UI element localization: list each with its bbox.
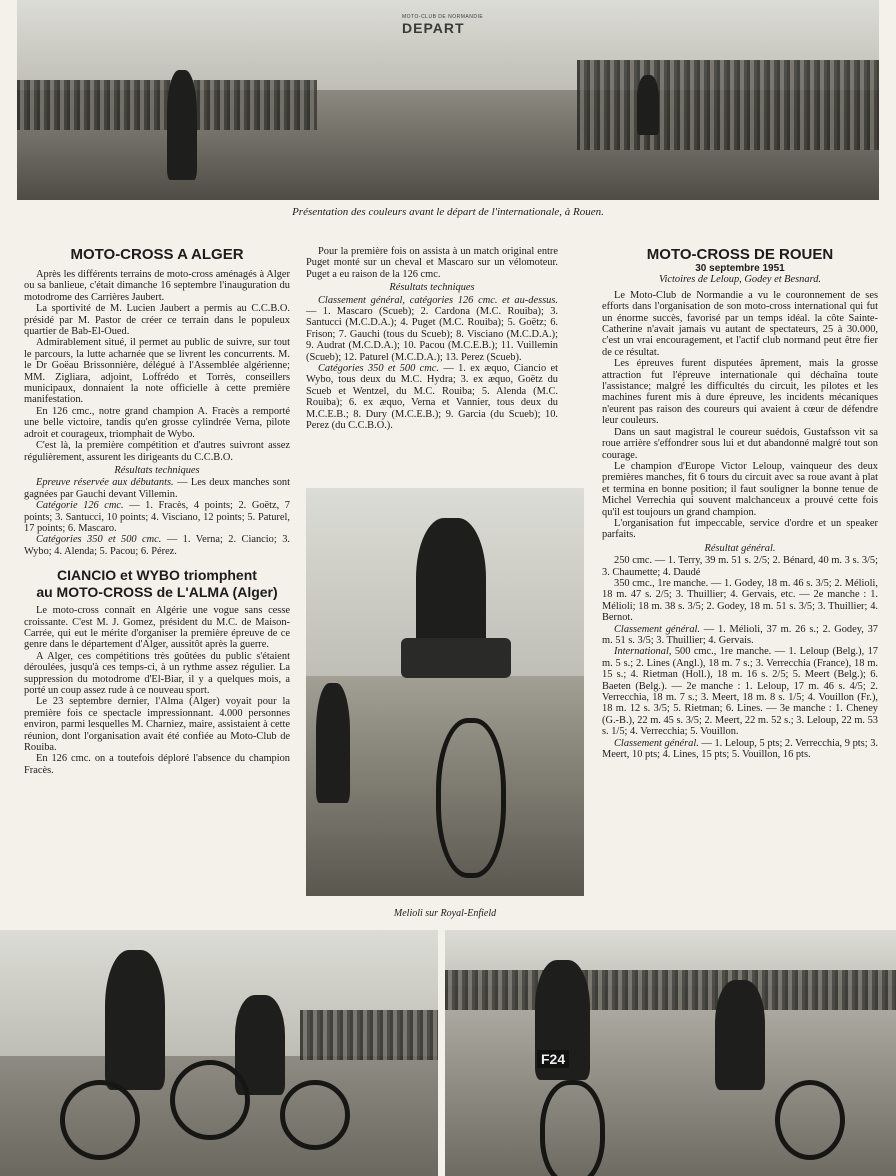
race-number-plate: F24	[537, 1050, 569, 1068]
article-alma-continued	[306, 246, 558, 432]
result-label: Catégorie 126 cmc.	[36, 500, 124, 512]
result-text: — Les deux manches sont gagnées par Gauchi devant Villemin.	[24, 477, 290, 500]
result-text: 500 cmc., 1re manche. — 1. Leloup (Belg.), 17 m. 5 s.; 2. Lines (Angl.), 18 m. 7 s.; 3. Verrecchia (France), 18 m. 15 s.; 4. Rietman (Holl.), 18 m. 16 s. 2/5; 5. Meert (Belg.); 6. Baeten (Belg.). — 2e manche : 1. Leloup, 17 m. 46 s. 4/5; 2. Verrecchia, 18 m. 7 s.; 3. Meert, 18 m. 8 s. 1/5; 4. Vouillon (Fr.), 18 m. 12 s. 3/5; 5. Rietman; 6. Lines. — 3e manche : 1. Cheney (G.-B.), 22 m. 45 s. 3/5; 2. Meert, 22 m. 52 s.; 3. Leloup, 22 m. 53 s. 1/5; 4. Verrecchia; 5. Vouillon.	[602, 646, 878, 738]
result-label: International,	[614, 646, 672, 658]
top-photo	[17, 0, 879, 200]
bottom-right-photo	[445, 930, 896, 1176]
paragraph: En 126 cmc., notre grand champion A. Fracès a remporté une belle victoire, tandis qu'en grosse cylindrée Verna, pilote adroit et courageux, triomphait de Wybo.	[24, 405, 290, 440]
result-label: Classement général.	[614, 737, 699, 749]
paragraph: Les épreuves furent disputées âprement, mais la grosse attraction fut l'épreuve internationale qui déchaîna toute l'assistance; malgré les difficultés du circuit, les pilotes et les machines furent mis à dure épreuve, les incidents mécaniques n'eurent pas raison des coureurs qui avaient à cœur de défendre leur couleurs.	[602, 358, 878, 427]
headline-alma-1: CIANCIO et WYBO triomphent	[57, 567, 257, 584]
headline-alger: MOTO-CROSS A ALGER	[70, 246, 244, 263]
paragraph: Le Moto-Club de Normandie a vu le couronnement de ses efforts dans l'organisation de son moto-cross international qui fut un énorme succès, favorisé par un temps idéal. la côte Sainte-Catherine n'avait jamais vu autant de spectateurs, 25 à 30.000, c'est un vrai encouragement, et l'actif club normand peut être fier de ce résultat.	[602, 289, 878, 358]
paragraph: La sportivité de M. Lucien Jaubert a permis au C.C.B.O. présidé par M. Pastor de créer ce terrain dans le populeux quartier de Bab-El-Oued.	[24, 303, 290, 338]
result-label: Catégories 350 et 500 cmc.	[318, 363, 439, 375]
headline-alma-2: au MOTO-CROSS de L'ALMA (Alger)	[36, 584, 278, 601]
results-heading: Résultats techniques	[389, 282, 475, 294]
result-label: Classement général, catégories 126 cmc. et au-dessus.	[318, 294, 558, 306]
melioli-photo	[306, 488, 584, 896]
melioli-photo-caption: Melioli sur Royal-Enfield	[393, 908, 497, 919]
article-rouen	[602, 246, 878, 760]
paragraph: Le moto-cross connaît en Algérie une vogue sans cesse croissante. C'est M. J. Gomez, président du M.C. de Maison-Carrée, qui eut le mérite d'organiser la première épreuve de ce genre dans le département d'Alger, aussitôt après la guerre.	[24, 605, 290, 651]
results-heading: Résultats techniques	[114, 464, 200, 476]
result-label: Epreuve réservée aux débutants.	[36, 477, 174, 489]
paragraph: C'est là, la première compétition et d'autres suivront assez régulièrement, assurent les dirigeants du C.C.B.O.	[24, 440, 290, 463]
headline-rouen: MOTO-CROSS DE ROUEN	[646, 246, 834, 263]
result-text: 250 cmc. — 1. Terry, 39 m. 51 s. 2/5; 2. Bénard, 40 m. 3 s. 3/5; 3. Chaumette; 4. Daudé	[602, 555, 878, 578]
result-text: 350 cmc., 1re manche. — 1. Godey, 18 m. 46 s. 3/5; 2. Mélioli, 18 m. 47 s. 2/5; 3. Thuillier; 4. Gervais, etc. — 2e manche : 1. Mélioli; 18 m. 38 s. 3/5; 2. Godey, 18 m. 51 s. 3/5; 3. Thuillier; 4. Bernot.	[602, 577, 878, 624]
paragraph: En 126 cmc. on a toutefois déploré l'absence du champion Fracès.	[24, 753, 290, 776]
result-text: — 1. Fracès, 4 points; 2. Goëtz, 7 points; 3. Santucci, 10 points; 4. Visciano, 12 points; 5. Paturel, 17 points; 6. Mascaro.	[24, 500, 290, 534]
result-text: — 1. ex æquo, Ciancio et Wybo, tous deux du M.C. Hydra; 3. ex æquo, Goëtz du Scueb et Wentzel, du M.C. Rouiba; 5. Alenda (M.C. Rouiba); 6. ex æquo, Verna et Vannier, tous deux du M.C.E.B.; 8. Dury (M.C.E.B.); 9. Garcia (du Scueb); 10. Perez (du C.C.B.O.).	[306, 363, 558, 432]
bottom-left-photo	[0, 930, 438, 1176]
result-text: — 1. Verna; 2. Ciancio; 3. Wybo; 4. Alenda; 5. Pacou; 6. Pérez.	[24, 534, 290, 557]
paragraph: A Alger, ces compétitions très goûtées du public s'étaient déroulées, jusqu'à ces temps-ci, à un rythme assez régulier. La suppression du motodrome d'El-Biar, il y a quelques mois, a porté un coup assez rude à ce nouveau sport.	[24, 650, 290, 696]
paragraph: L'organisation fut impeccable, service d'ordre et un speaker parfaits.	[602, 517, 878, 541]
paragraph: Le 23 septembre dernier, l'Alma (Alger) voyait pour la première fois ce spectacle impressionnant. 4.000 personnes environ, parmi lesquelles M. Charniez, maire, assistaient à cette réunion, dont l'organisation avait été confiée au Moto-Club de Rouiba.	[24, 696, 290, 754]
paragraph: Dans un saut magistral le coureur suédois, Gustafsson vit sa roue arrière s'effondrer sous lui et dut abandonné malgré tout son courage.	[602, 426, 878, 461]
paragraph: Pour la première fois on assista à un match original entre Puget monté sur un cheval et Mascaro sur un vélomoteur. Puget a eu raison de la 126 cmc.	[306, 246, 558, 280]
article-date: 30 septembre 1951	[695, 263, 785, 274]
result-label: Classement général.	[614, 623, 701, 635]
result-text: — 1. Mascaro (Scueb); 2. Cardona (M.C. Rouiba); 3. Santucci (M.C.D.A.); 4. Puget (M.C. Rouiba); 5. Goëtz; 6. Frison; 7. Gauchi (tous du Scueb); 8. Visciano (M.C.D.A.); 9. Audrat (M.C.D.A.); 10. Pacou (M.C.E.B.); 11. Vuillemin (Scueb); 12. Paturel (M.C.D.A.); 13. Perez (Scueb).	[306, 306, 558, 363]
results-heading: Résultat général.	[704, 542, 776, 554]
result-text: — 1. Leloup, 5 pts; 2. Verrecchia, 9 pts; 3. Meert, 10 pts; 4. Lines, 15 pts; 5. Vouillon, 16 pts.	[602, 737, 878, 761]
top-photo-caption: Présentation des couleurs avant le départ de l'internationale, à Rouen.	[292, 206, 604, 218]
article-alger	[24, 246, 290, 776]
result-label: Catégories 350 et 500 cmc.	[36, 534, 162, 546]
result-text: — 1. Mélioli, 37 m. 26 s.; 2. Godey, 37 m. 51 s. 3/5; 3. Thuillier; 4. Gervais.	[602, 623, 878, 646]
start-sign: MOTO-CLUB DE NORMANDIE DEPART	[402, 14, 484, 36]
article-subtitle: Victoires de Leloup, Godey et Besnard.	[658, 274, 822, 286]
paragraph: Le champion d'Europe Victor Leloup, vainqueur des deux premières manches, fit 6 tours du circuit avec sa roue avant à plat et termina en bonne position; il faut souligner la bonne tenue de Michel Verrechia qui souvent malchanceux a prouvé cette fois qu'il est toujours un grand champion.	[602, 460, 878, 518]
paragraph: Admirablement situé, il permet au public de suivre, sur tout le parcours, la lutte acharnée que se livrent les concurrents. M. le Dr Goëau Brissonnière, délégué à l'Assemblée algérienne; MM. Zigliara, adjoint, Loffrédo et Torrès, conseillers municipaux, donnaient la note officielle à cette première manifestation.	[24, 337, 290, 406]
paragraph: Après les différents terrains de moto-cross aménagés à Alger ou sa banlieue, c'était dimanche 16 septembre l'inauguration du motodrome des Carrières Jaubert.	[24, 269, 290, 303]
